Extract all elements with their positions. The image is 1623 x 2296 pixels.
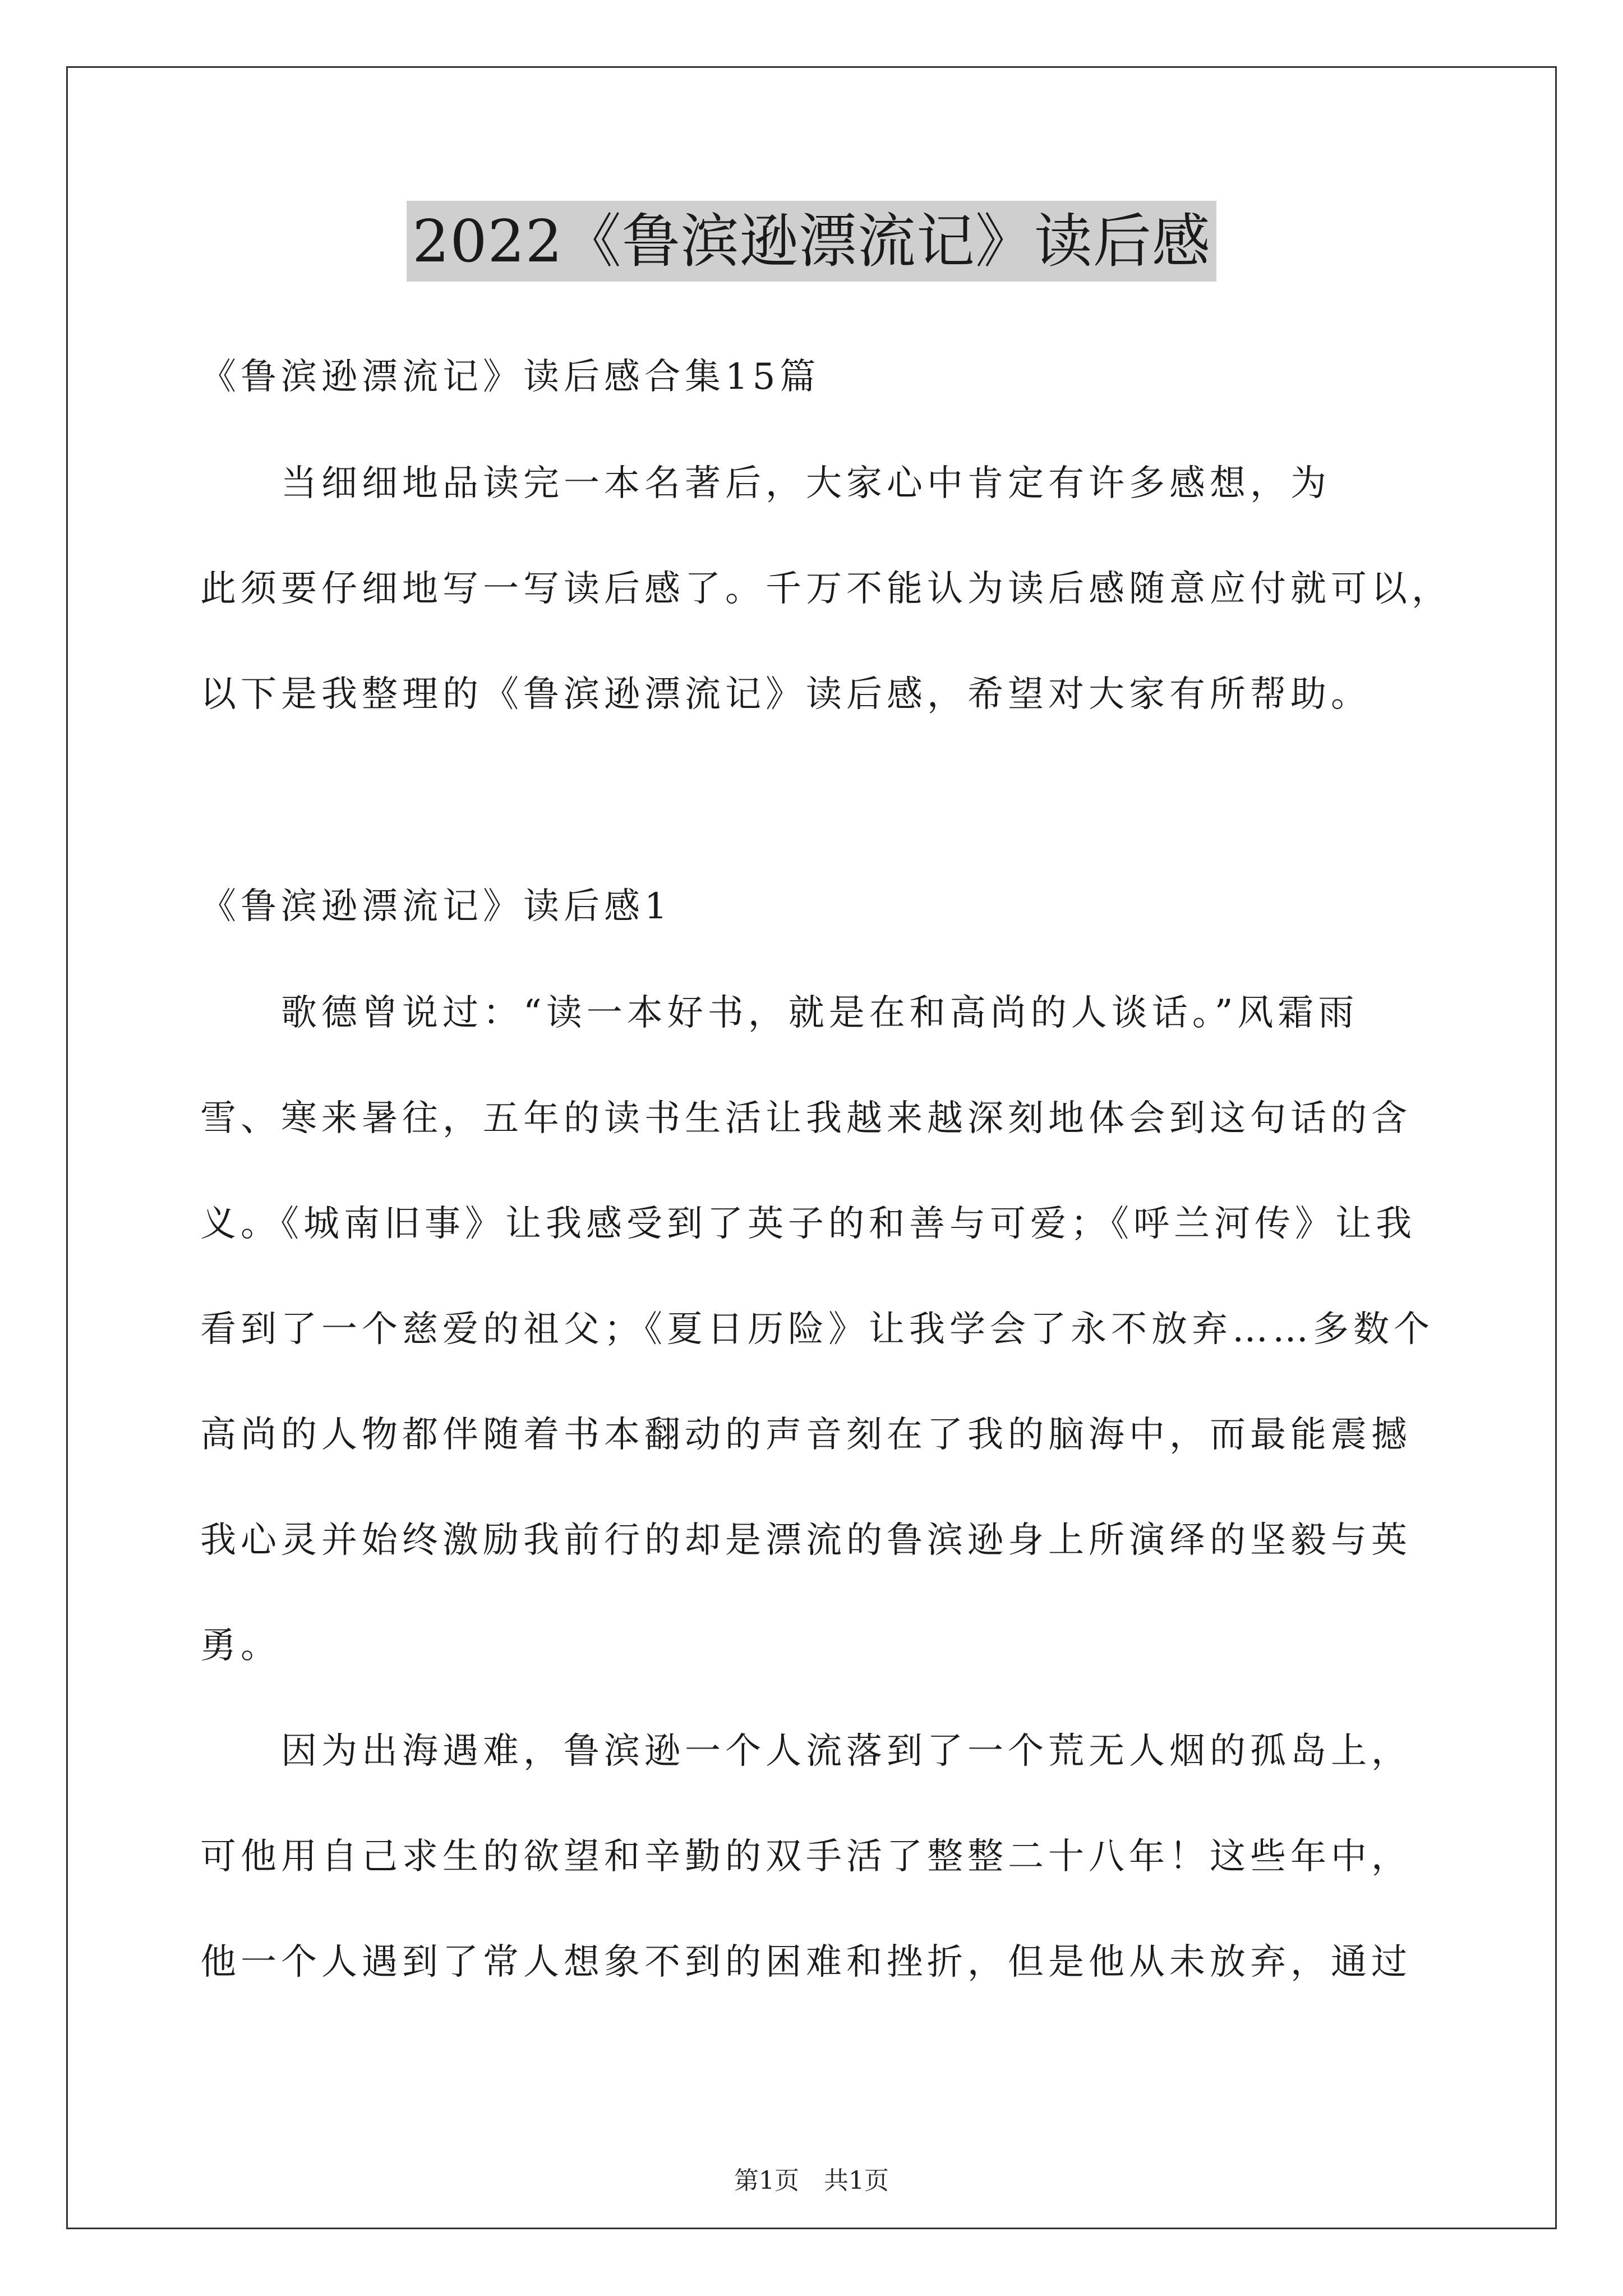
- paragraph1-line-3: 义。《城南旧事》让我感受到了英子的和善与可爱；《呼兰河传》让我: [200, 1203, 1416, 1245]
- paragraph1-line-5: 高尚的人物都伴随着书本翻动的声音刻在了我的脑海中，而最能震撼: [200, 1414, 1412, 1456]
- paragraph2-line-1: 因为出海遇难，鲁滨逊一个人流落到了一个荒无人烟的孤岛上，: [200, 1731, 1412, 1772]
- title-container: [0, 201, 1623, 282]
- document-subtitle: 《鲁滨逊漂流记》读后感合集15篇: [200, 356, 820, 398]
- document-title: 2022《鲁滨逊漂流记》读后感: [407, 201, 1216, 282]
- paragraph1-line-7: 勇。: [200, 1625, 281, 1667]
- paragraph2-line-2: 可他用自己求生的欲望和辛勤的双手活了整整二十八年！这些年中，: [200, 1836, 1412, 1878]
- paragraph1-line-6: 我心灵并始终激励我前行的却是漂流的鲁滨逊身上所演绎的坚毅与英: [200, 1520, 1412, 1561]
- paragraph1-line-2: 雪、寒来暑往，五年的读书生活让我越来越深刻地体会到这句话的含: [200, 1098, 1412, 1139]
- paragraph2-line-3: 他一个人遇到了常人想象不到的困难和挫折，但是他从未放弃，通过: [200, 1941, 1412, 1983]
- intro-line-3: 以下是我整理的《鲁滨逊漂流记》读后感，希望对大家有所帮助。: [200, 674, 1371, 715]
- page-number-footer: 第1页 共1页: [734, 2166, 889, 2195]
- section-heading: 《鲁滨逊漂流记》读后感1: [200, 886, 672, 927]
- intro-line-1: 当细细地品读完一本名著后，大家心中肯定有许多感想，为: [200, 463, 1331, 504]
- paragraph1-line-1: 歌德曾说过：“读一本好书，就是在和高尚的人谈话。”风霜雨: [200, 992, 1359, 1034]
- paragraph1-line-4: 看到了一个慈爱的祖父；《夏日历险》让我学会了永不放弃……多数个: [200, 1309, 1434, 1350]
- intro-line-2: 此须要仔细地写一写读后感了。千万不能认为读后感随意应付就可以，: [200, 568, 1452, 610]
